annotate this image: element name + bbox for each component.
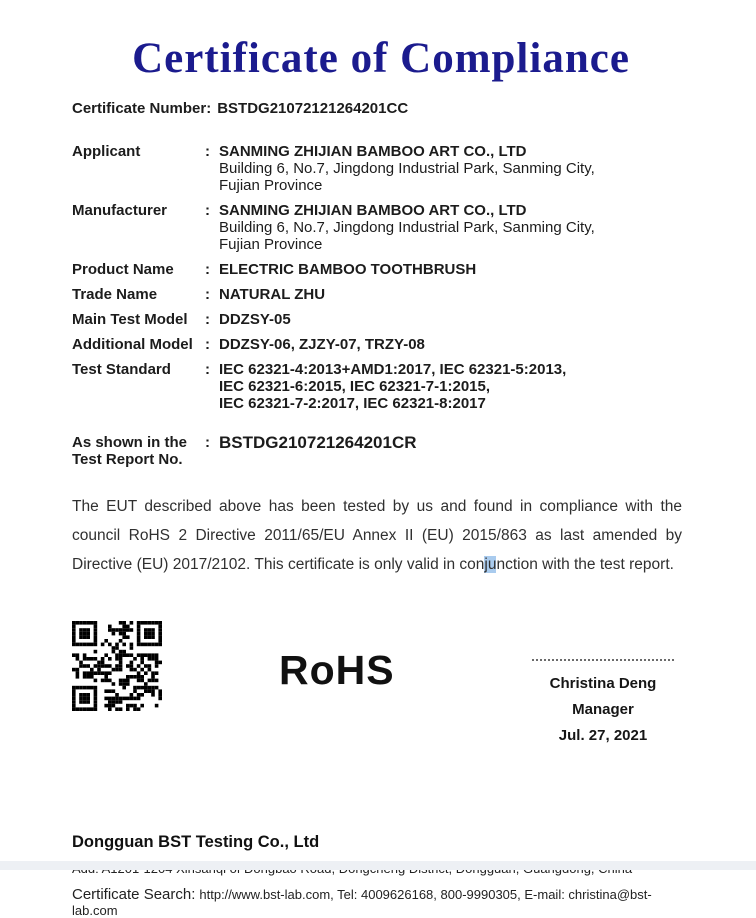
field-value: DDZSY-06, ZJZY-07, TRZY-08 <box>219 336 425 354</box>
field-colon: : <box>205 361 210 379</box>
field-colon: : <box>205 434 210 452</box>
field-row <box>72 202 690 253</box>
field-colon: : <box>205 202 210 220</box>
field-value: SANMING ZHIJIAN BAMBOO ART CO., LTD Building 6, No.7, Jingdong Industrial Park, Sanming City, Fujian Province <box>219 143 595 195</box>
signer-title: Manager <box>572 701 634 719</box>
field-label: As shown in the Test Report No. <box>72 434 188 469</box>
field-label: Trade Name <box>72 286 158 304</box>
field-row <box>72 434 690 468</box>
field-value: ELECTRIC BAMBOO TOOTHBRUSH <box>219 261 477 279</box>
signature-block <box>528 659 678 749</box>
signature-date: Jul. 27, 2021 <box>558 727 648 745</box>
field-colon: : <box>205 261 210 279</box>
certificate-number-label: Certificate Number: <box>72 100 212 118</box>
field-value: IEC 62321-4:2013+AMD1:2017, IEC 62321-5:2013, IEC 62321-6:2015, IEC 62321-7-1:2015, IEC 62321-7-2:2017, IEC 62321-8:2017 <box>219 361 567 413</box>
qr-code <box>72 621 162 711</box>
field-row <box>72 286 690 303</box>
compliance-statement <box>72 492 682 579</box>
field-row <box>72 336 690 353</box>
signature-dotted-line <box>532 659 674 661</box>
fields-table <box>72 143 690 468</box>
field-colon: : <box>205 143 210 161</box>
field-value: SANMING ZHIJIAN BAMBOO ART CO., LTD Building 6, No.7, Jingdong Industrial Park, Sanming City, Fujian Province <box>219 202 595 254</box>
certificate-search-value: http://www.bst-lab.com, Tel: 4009626168, 800-9990305, E-mail: christina@bst-lab.com <box>72 887 652 918</box>
field-label: Manufacturer <box>72 202 168 220</box>
field-label: Main Test Model <box>72 311 188 329</box>
field-row <box>72 143 690 194</box>
field-colon: : <box>205 286 210 304</box>
field-value: BSTDG210721264201CR <box>219 433 417 453</box>
signer-name: Christina Deng <box>549 675 657 693</box>
statement-text-after: nction with the test report. <box>496 556 674 574</box>
field-label: Applicant <box>72 143 141 161</box>
certificate-number-line <box>72 100 690 117</box>
footer <box>72 833 690 918</box>
field-label: Product Name <box>72 261 174 279</box>
marks-row <box>72 621 690 749</box>
viewport-bottom-band <box>0 861 756 870</box>
field-row <box>72 311 690 328</box>
field-colon: : <box>205 311 210 329</box>
certificate-number-value: BSTDG21072121264201CC <box>217 100 409 118</box>
field-value: DDZSY-05 <box>219 311 291 329</box>
certificate-search-label: Certificate Search: <box>72 886 196 904</box>
statement-text-before: The EUT described above has been tested by us and found in compliance with the council RoHS 2 Directive 2011/65/EU Annex II (EU) 2015/863 as last amended by Directive (EU) 2017/2102. This certificate is only valid in con <box>72 498 682 574</box>
rohs-mark: RoHS <box>279 647 395 694</box>
field-label: Test Standard <box>72 361 171 379</box>
certificate-title: Certificate of Compliance <box>132 35 630 82</box>
field-row <box>72 361 690 412</box>
field-value: NATURAL ZHU <box>219 286 326 304</box>
field-label: Additional Model <box>72 336 193 354</box>
certificate-search-line <box>72 886 690 918</box>
lab-company-name: Dongguan BST Testing Co., Ltd <box>72 833 320 852</box>
statement-text-selection: ju <box>484 556 497 574</box>
field-row <box>72 261 690 278</box>
field-colon: : <box>205 336 210 354</box>
